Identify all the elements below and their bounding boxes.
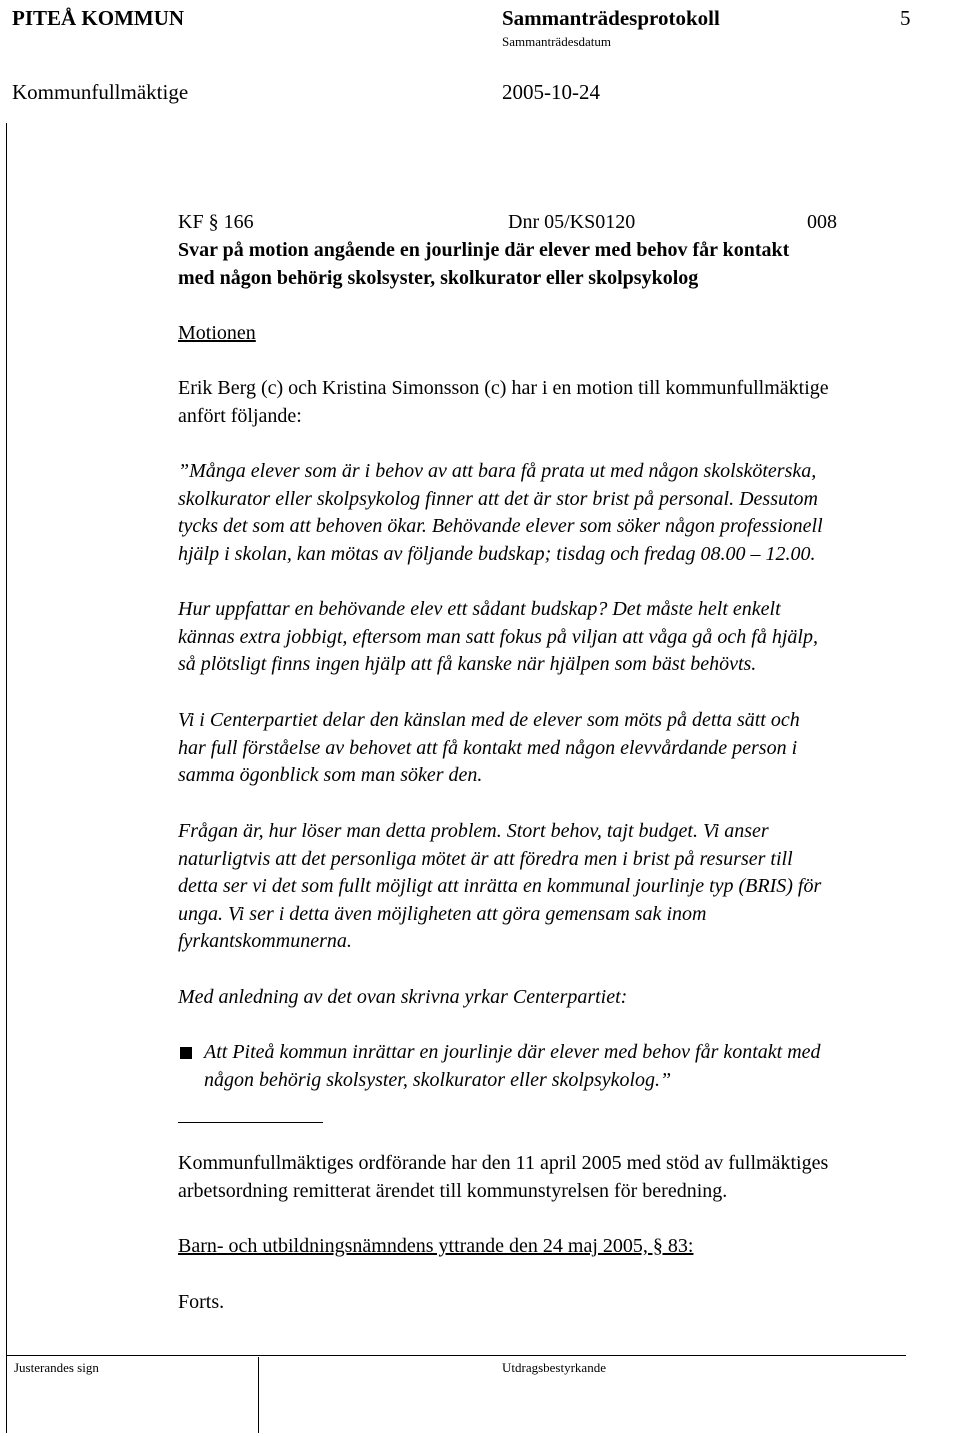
intro-line: Erik Berg (c) och Kristina Simonsson (c) har i en motion till kommunfullmäktige	[178, 377, 829, 399]
quote-line: skolkurator eller skolpsykolog finner att det är stor brist på personal. Dessutom	[178, 487, 818, 510]
bullet-line: Att Piteå kommun inrättar en jourlinje där elever med behov får kontakt med	[204, 1041, 821, 1063]
intro-paragraph	[178, 375, 960, 430]
quote-paragraph-1	[178, 458, 960, 568]
quote-line: Vi i Centerpartiet delar den känslan med de elever som möts på detta sätt och	[178, 709, 800, 731]
margin-rule	[6, 123, 7, 1433]
meeting-date: 2005-10-24	[502, 80, 600, 104]
case-title	[178, 237, 960, 292]
quote-line: naturligtvis att det personliga mötet är att föredra men i brist på resurser till	[178, 847, 793, 870]
extract-certification-label: Utdragsbestyrkande	[502, 1360, 606, 1375]
quote-paragraph-5: Med anledning av det ovan skrivna yrkar Centerpartiet:	[178, 986, 628, 1008]
case-code: 008	[807, 211, 837, 233]
quote-line: detta ser vi det som fullt möjligt att inrätta en kommunal jourlinje typ (BRIS) för	[178, 875, 822, 897]
remit-line: arbetsordning remitterat ärendet till kommunstyrelsen för beredning.	[178, 1179, 728, 1202]
bullet-item	[204, 1039, 960, 1094]
intro-line: anfört följande:	[178, 404, 302, 427]
quote-line: Frågan är, hur löser man detta problem. Stort behov, tajt budget. Vi anser	[178, 820, 769, 842]
case-number: KF § 166	[178, 211, 254, 233]
statement-heading: Barn- och utbildningsnämndens yttrande den 24 maj 2005, § 83:	[178, 1235, 694, 1257]
square-bullet-icon	[180, 1047, 192, 1059]
page-number: 5	[900, 6, 911, 30]
date-label: Sammanträdesdatum	[502, 34, 612, 49]
remit-paragraph	[178, 1150, 960, 1205]
bullet-line: någon behörig skolsyster, skolkurator eller skolpsykolog.”	[204, 1068, 672, 1091]
document-type: Sammanträdesprotokoll	[502, 6, 720, 30]
body-name: Kommunfullmäktige	[12, 80, 189, 104]
quote-paragraph-2	[178, 596, 960, 679]
quote-line: samma ögonblick som man söker den.	[178, 764, 483, 786]
quote-line: tycks det som att behoven ökar. Behövande elever som söker någon professionell	[178, 515, 823, 537]
quote-line: har full förståelse av behovet att få kontakt med någon elevvårdande person i	[178, 736, 798, 759]
quote-line: så plötsligt finns ingen hjälp att få kanske när hjälpen som bäst behövts.	[178, 653, 757, 675]
organization-name: PITEÅ KOMMUN	[12, 6, 185, 30]
signature-label: Justerandes sign	[14, 1360, 99, 1375]
quote-line: hjälp i skolan, kan mötas av följande budskap; tisdag och fredag 08.00 – 12.00.	[178, 542, 816, 565]
quote-line: unga. Vi ser i detta även möjligheten att göra gemensam sak inom	[178, 902, 707, 925]
separator-line	[178, 1122, 323, 1123]
footer-divider	[258, 1357, 259, 1433]
continued-label: Forts.	[178, 1291, 225, 1313]
quote-line: ”Många elever som är i behov av att bara få prata ut med någon skolsköterska,	[178, 460, 817, 482]
dnr: Dnr 05/KS0120	[508, 211, 636, 233]
quote-paragraph-4	[178, 818, 960, 956]
case-title-line: med någon behörig skolsyster, skolkurator eller skolpsykolog	[178, 266, 699, 289]
footer-rule	[6, 1355, 906, 1356]
quote-line: Hur uppfattar en behövande elev ett sådant budskap? Det måste helt enkelt	[178, 598, 781, 620]
section-heading-motion: Motionen	[178, 322, 256, 344]
case-title-line: Svar på motion angående en jourlinje där elever med behov får kontakt	[178, 239, 790, 261]
quote-line: fyrkantskommunerna.	[178, 930, 352, 952]
quote-paragraph-3	[178, 707, 960, 790]
quote-line: kännas extra jobbigt, eftersom man satt fokus på viljan att våga gå och få hjälp,	[178, 625, 818, 648]
remit-line: Kommunfullmäktiges ordförande har den 11 april 2005 med stöd av fullmäktiges	[178, 1152, 829, 1174]
